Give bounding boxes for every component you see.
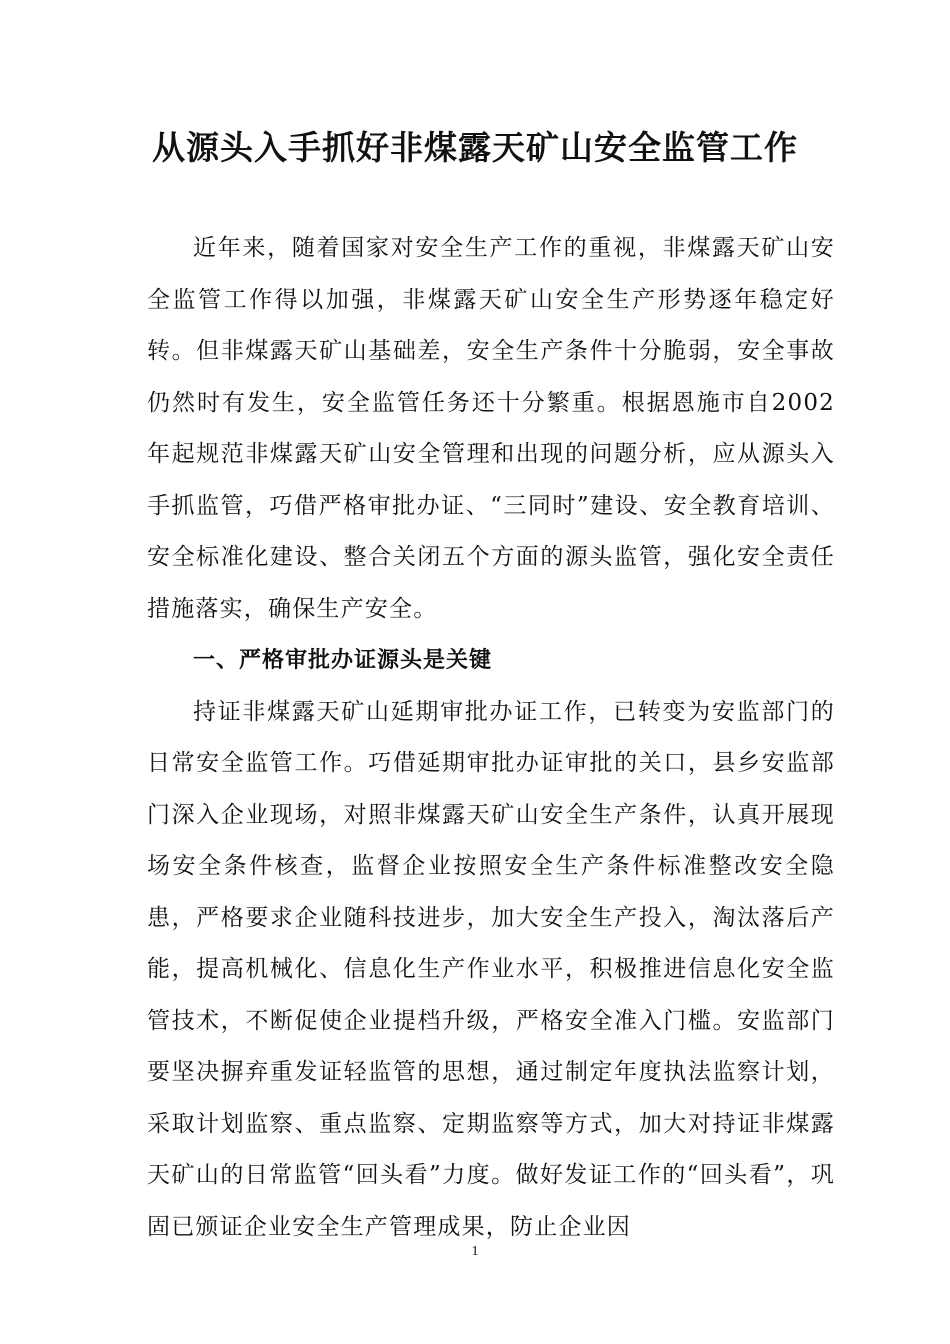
section-1-paragraph: 持证非煤露天矿山延期审批办证工作，已转变为安监部门的日常安全监管工作。巧借延期审批办证审批的关口，县乡安监部门深入企业现场，对照非煤露天矿山安全生产条件，认真开展现场安全条件核查，监督企业按照安全生产条件标准整改安全隐患，严格要求企业随科技进步，加大安全生产投入，淘汰落后产能，提高机械化、信息化生产作业水平，积极推进信息化安全监管技术，不断促使企业提档升级，严格安全准入门槛。安监部门要坚决摒弃重发证轻监管的思想，通过制定年度执法监察计划，采取计划监察、重点监察、定期监察等方式，加大对持证非煤露天矿山的日常监管“回头看”力度。做好发证工作的“回头看”，巩固已颁证企业安全生产管理成果，防止企业因 <box>147 698 835 1240</box>
intro-paragraph: 近年来，随着国家对安全生产工作的重视，非煤露天矿山安全监管工作得以加强，非煤露天矿山安全生产形势逐年稳定好转。但非煤露天矿山基础差，安全生产条件十分脆弱，安全事故仍然时有发生，安全监管任务还十分繁重。根据恩施市自2002年起规范非煤露天矿山安全管理和出现的问题分析，应从源头入手抓监管，巧借严格审批办证、“三同时”建设、安全教育培训、安全标准化建设、整合关闭五个方面的源头监管，强化安全责任措施落实，确保生产安全。 <box>147 235 835 622</box>
section-heading-1: 一、严格审批办证源头是关键 <box>193 648 493 673</box>
page-number: 1 <box>471 1244 479 1259</box>
document-body <box>147 223 835 1253</box>
document-title: 从源头入手抓好非煤露天矿山安全监管工作 <box>152 128 798 167</box>
